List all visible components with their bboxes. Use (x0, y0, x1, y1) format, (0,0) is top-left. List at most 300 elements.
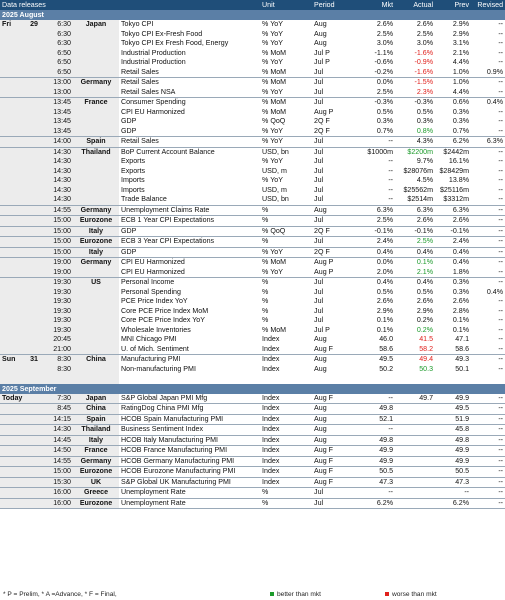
row-country: France (73, 98, 119, 108)
table-row[interactable] (0, 258, 505, 268)
table-header-row (0, 0, 505, 10)
row-period: 2Q F (314, 117, 330, 125)
row-country (73, 186, 119, 196)
row-prev: $28429m (439, 166, 470, 175)
row-mkt: 49.5 (379, 355, 394, 363)
row-country: UK (73, 477, 119, 488)
row-time: 14:55 (40, 456, 73, 467)
row-time: 19:00 (40, 258, 73, 268)
row-prev: 6.2% (435, 498, 471, 509)
row-mkt: 58.6 (352, 345, 395, 355)
row-revised: -- (498, 297, 504, 305)
row-indicator: Trade Balance (119, 195, 260, 205)
row-indicator: HCOB Germany Manufacturing PMI (119, 456, 260, 467)
row-day (0, 278, 26, 288)
row-revised: -- (498, 316, 504, 324)
col-prev-header[interactable]: Prev (435, 0, 471, 10)
row-mkt: 49.9 (352, 456, 395, 467)
table-row[interactable] (0, 117, 505, 127)
row-prev: 1.0% (452, 78, 470, 86)
row-prev: 0.3% (452, 107, 470, 116)
row-prev: 47.3 (435, 477, 471, 488)
section-header-row (0, 384, 505, 394)
row-period: Jul (314, 176, 324, 184)
row-time: 8:45 (40, 404, 73, 415)
row-day (0, 456, 26, 467)
row-revised: -- (471, 488, 505, 499)
row-indicator: Retail Sales (119, 68, 260, 78)
green-square-icon (270, 592, 274, 596)
row-indicator: HCOB Spain Manufacturing PMI (119, 414, 260, 425)
row-indicator: HCOB Italy Manufacturing PMI (119, 435, 260, 446)
row-date (26, 147, 40, 157)
row-country (73, 68, 119, 78)
table-row[interactable] (0, 335, 505, 345)
row-time: 14:30 (40, 157, 73, 167)
table-row[interactable] (0, 49, 505, 59)
table-row[interactable] (0, 226, 505, 237)
row-mkt: -- (352, 425, 395, 436)
table-row[interactable] (0, 237, 505, 248)
row-revised: -- (471, 226, 505, 237)
row-country: Germany (73, 205, 119, 216)
row-day (0, 216, 26, 227)
row-prev: 13.8% (448, 176, 470, 184)
table-row[interactable] (0, 78, 505, 88)
row-indicator: Retail Sales (121, 78, 159, 86)
table-row[interactable] (0, 98, 505, 108)
table-row[interactable] (0, 404, 505, 415)
row-date (26, 78, 40, 88)
row-time: 19:30 (40, 297, 73, 307)
row-country: Italy (73, 226, 119, 237)
row-mkt: $1000m (367, 147, 394, 156)
row-revised: -- (471, 425, 505, 436)
row-period: Aug (314, 39, 327, 47)
row-time: 13:45 (40, 117, 73, 127)
row-period: Jul (314, 287, 324, 296)
row-period: Jul (314, 78, 324, 86)
table-row[interactable] (0, 268, 505, 278)
row-mkt: -- (352, 195, 395, 205)
row-country: Thailand (73, 425, 119, 436)
table-row[interactable] (0, 176, 505, 186)
row-indicator: CPI EU Harmonized (121, 107, 185, 116)
row-indicator: Tokyo CPI (121, 20, 154, 28)
row-actual: 0.8% (395, 127, 435, 137)
row-actual: 6.3% (395, 205, 435, 216)
row-revised: -- (498, 335, 504, 343)
row-unit: % YoY (262, 157, 283, 165)
row-time: 14:55 (40, 205, 73, 216)
row-country (73, 288, 119, 298)
row-unit: Index (260, 414, 312, 425)
row-indicator: S&P Global UK Manufacturing PMI (119, 477, 260, 488)
row-revised: 6.3% (471, 137, 505, 148)
table-row[interactable] (0, 425, 505, 436)
row-country: Italy (73, 247, 119, 258)
row-time: 19:30 (40, 278, 73, 288)
row-time: 15:30 (40, 477, 73, 488)
row-time: 15:00 (40, 216, 73, 227)
table-row[interactable] (0, 435, 505, 446)
row-actual: 4.5% (416, 176, 434, 184)
row-prev: -0.1% (435, 226, 471, 237)
row-indicator: U. of Mich. Sentiment (119, 345, 260, 355)
row-indicator: CPI EU Harmonized (119, 268, 260, 278)
table-row[interactable] (0, 326, 505, 336)
row-unit: % MoM (262, 107, 287, 116)
row-indicator: Personal Spending (121, 287, 181, 296)
row-country: Eurozone (73, 467, 119, 478)
row-period: 2Q F (312, 127, 352, 137)
row-date (26, 226, 40, 237)
row-unit: % YoY (262, 176, 283, 184)
row-country (73, 49, 119, 59)
row-day (0, 258, 26, 268)
row-mkt: 0.4% (376, 278, 394, 286)
table-row[interactable] (0, 137, 505, 148)
table-row[interactable] (0, 195, 505, 205)
row-time: 13:45 (40, 127, 73, 137)
table-row[interactable] (0, 216, 505, 227)
row-indicator: Core PCE Price Index YoY (121, 316, 205, 324)
table-row[interactable] (0, 68, 505, 78)
row-unit: % (262, 297, 269, 305)
row-unit (260, 374, 312, 384)
row-period: Jul (312, 237, 352, 248)
table-row[interactable] (0, 186, 505, 196)
row-period: Aug F (312, 467, 352, 478)
row-date (26, 425, 40, 436)
row-mkt: 0.5% (376, 287, 394, 296)
row-mkt: -- (352, 394, 395, 404)
row-time (40, 374, 73, 384)
row-mkt: 46.0 (379, 335, 394, 343)
row-mkt: 6.2% (352, 498, 395, 509)
row-indicator: Unemployment Rate (119, 498, 260, 509)
row-prev: 2.9% (452, 29, 470, 38)
table-row[interactable] (0, 147, 505, 157)
row-period: Aug F (312, 394, 352, 404)
row-actual: 41.5 (419, 335, 434, 343)
row-actual: 49.4 (419, 355, 434, 363)
row-period: Jul (312, 488, 352, 499)
row-indicator: CPI EU Harmonized (121, 258, 185, 266)
row-prev: 51.9 (435, 414, 471, 425)
row-actual: 0.4% (416, 278, 434, 286)
section-header-row (0, 10, 505, 20)
row-revised: -- (471, 205, 505, 216)
row-revised: -- (498, 185, 504, 194)
row-day (0, 425, 26, 436)
row-actual: 50.3 (419, 364, 434, 373)
row-period: Aug (314, 20, 327, 28)
row-period: Jul P (314, 325, 330, 334)
row-prev: 6.3% (435, 205, 471, 216)
row-time: 6:30 (40, 30, 73, 40)
row-revised: -- (471, 268, 505, 278)
row-period: Jul (312, 68, 352, 78)
col-revised-header[interactable]: Revised (471, 0, 505, 10)
row-indicator: GDP (119, 127, 260, 137)
row-mkt: 0.1% (376, 316, 394, 324)
table-row[interactable] (0, 477, 505, 488)
row-revised: -- (498, 306, 504, 315)
row-revised: -- (498, 166, 504, 175)
row-prev: 45.8 (435, 425, 471, 436)
row-unit: % (262, 316, 269, 324)
table-row[interactable] (0, 307, 505, 317)
row-period: Aug (312, 435, 352, 446)
row-day (0, 307, 26, 317)
row-actual: 0.2% (416, 316, 434, 324)
row-mkt: 2.4% (352, 237, 395, 248)
row-actual: 2.6% (416, 20, 434, 28)
row-unit: Index (260, 477, 312, 488)
row-revised: -- (498, 147, 504, 156)
row-prev: 2.1% (452, 48, 470, 57)
row-time: 6:50 (40, 49, 73, 59)
row-revised: -- (471, 216, 505, 227)
col-actual-header[interactable]: Actual (395, 0, 435, 10)
row-time: 14:45 (40, 435, 73, 446)
row-period: Jul (314, 306, 324, 315)
row-country (73, 297, 119, 307)
row-mkt: -- (388, 157, 394, 165)
row-date (26, 108, 40, 118)
row-time: 7:30 (40, 394, 73, 404)
row-time: 8:30 (40, 365, 73, 375)
row-time: 13:45 (40, 98, 73, 108)
row-mkt: 2.0% (352, 268, 395, 278)
row-unit: Index (260, 456, 312, 467)
row-revised: -- (498, 325, 504, 334)
row-time: 14:30 (40, 147, 73, 157)
row-time: 13:00 (40, 88, 73, 98)
row-date (26, 30, 40, 40)
table-row[interactable] (0, 288, 505, 298)
row-unit: Index (262, 355, 280, 363)
row-date (26, 117, 40, 127)
table-row[interactable] (0, 374, 505, 384)
row-period (312, 374, 352, 384)
table-row[interactable] (0, 498, 505, 509)
row-actual: 2.9% (416, 306, 434, 315)
table-row[interactable] (0, 345, 505, 355)
row-day (0, 374, 26, 384)
row-time: 19:30 (40, 316, 73, 326)
row-mkt: 2.9% (376, 306, 394, 315)
row-mkt: 2.5% (352, 216, 395, 227)
row-mkt: 0.5% (376, 107, 394, 116)
table-row[interactable] (0, 488, 505, 499)
row-actual: -0.9% (414, 58, 434, 66)
row-mkt: -1.1% (374, 48, 394, 57)
footer-legend (0, 590, 505, 600)
row-prev: 4.4% (435, 88, 471, 98)
table-title: Data releases (0, 0, 260, 10)
row-prev: 0.1% (452, 325, 470, 334)
row-actual (395, 404, 435, 415)
row-unit: Index (260, 435, 312, 446)
row-revised: -- (471, 394, 505, 404)
row-day (0, 108, 26, 118)
row-indicator: MNI Chicago PMI (121, 335, 177, 343)
table-row[interactable] (0, 157, 505, 167)
row-mkt: 0.1% (376, 325, 394, 334)
row-day (0, 345, 26, 355)
row-unit: Index (262, 364, 280, 373)
col-mkt-header[interactable]: Mkt (352, 0, 395, 10)
row-prev: 49.9 (435, 456, 471, 467)
table-row[interactable] (0, 88, 505, 98)
row-unit: % YoY (262, 39, 283, 47)
row-prev: $25116m (439, 185, 470, 194)
row-revised: -- (498, 58, 504, 66)
row-day (0, 167, 26, 177)
row-mkt: 2.5% (376, 29, 394, 38)
table-row[interactable] (0, 446, 505, 457)
table-row[interactable] (0, 247, 505, 258)
table-row[interactable] (0, 365, 505, 375)
row-period: Aug P (314, 258, 334, 266)
row-indicator: Wholesale Inventories (121, 325, 191, 334)
row-unit: USD, m (262, 185, 287, 194)
row-day (0, 98, 26, 108)
row-country: Germany (73, 258, 119, 268)
row-mkt (352, 374, 395, 384)
row-unit: % YoY (262, 58, 283, 66)
row-country (73, 365, 119, 375)
row-actual: $28076m (403, 166, 434, 175)
row-prev: 49.3 (455, 355, 470, 363)
row-day (0, 237, 26, 248)
row-mkt: 49.8 (352, 404, 395, 415)
row-day (0, 68, 26, 78)
row-unit: Index (262, 335, 280, 343)
row-country: China (73, 404, 119, 415)
table-row[interactable] (0, 456, 505, 467)
row-actual: 2.6% (416, 297, 434, 305)
row-mkt: 50.2 (379, 364, 394, 373)
row-indicator: Industrial Production (121, 58, 186, 66)
row-mkt: -- (352, 488, 395, 499)
row-country (73, 88, 119, 98)
row-unit: % (260, 488, 312, 499)
row-indicator: Manufacturing PMI (121, 355, 181, 363)
row-indicator: GDP (119, 226, 260, 237)
row-time: 13:00 (40, 78, 73, 88)
row-mkt: 0.0% (376, 258, 394, 266)
row-period: Aug (314, 29, 327, 38)
row-date (26, 278, 40, 288)
row-country: Japan (73, 394, 119, 404)
row-indicator: Non-manufacturing PMI (121, 364, 196, 373)
row-mkt: 50.5 (352, 467, 395, 478)
row-indicator: HCOB France Manufacturing PMI (119, 446, 260, 457)
row-country (73, 374, 119, 384)
row-date (26, 268, 40, 278)
table-row[interactable] (0, 58, 505, 68)
row-date (26, 176, 40, 186)
row-day (0, 30, 26, 40)
row-unit: Index (260, 345, 312, 355)
row-revised: -- (471, 435, 505, 446)
row-time: 14:30 (40, 176, 73, 186)
row-date (26, 477, 40, 488)
row-time: 16:00 (40, 488, 73, 499)
row-date (26, 307, 40, 317)
table-row[interactable] (0, 39, 505, 49)
row-actual: $2200m (407, 147, 434, 156)
col-unit-header[interactable]: Unit (260, 0, 312, 10)
row-date (26, 157, 40, 167)
row-date (26, 58, 40, 68)
row-country (73, 108, 119, 118)
row-unit: Index (260, 446, 312, 457)
row-time: 14:30 (40, 186, 73, 196)
row-period: Aug P (312, 268, 352, 278)
row-indicator: Exports (121, 166, 146, 175)
row-actual: 58.2 (395, 345, 435, 355)
row-period: Jul (314, 157, 324, 165)
table-row[interactable] (0, 205, 505, 216)
row-actual: 0.2% (416, 325, 434, 334)
row-day (0, 335, 26, 345)
table-row[interactable] (0, 108, 505, 118)
row-country (73, 195, 119, 205)
row-date (26, 195, 40, 205)
row-revised: -- (471, 446, 505, 457)
row-indicator: PCE Price Index YoY (121, 297, 188, 305)
row-revised: -- (471, 127, 505, 137)
table-row[interactable] (0, 414, 505, 425)
row-time: 16:00 (40, 498, 73, 509)
table-row[interactable] (0, 316, 505, 326)
row-unit: Index (260, 404, 312, 415)
row-indicator: Imports (121, 176, 145, 184)
row-country: US (73, 278, 119, 288)
table-row[interactable] (0, 394, 505, 404)
row-day (0, 435, 26, 446)
row-prev: 0.4% (452, 258, 470, 266)
row-mkt: -- (388, 176, 394, 184)
row-period: Aug (312, 425, 352, 436)
row-period: Jul (314, 185, 324, 194)
row-unit: USD, bn (262, 147, 289, 156)
row-revised: -- (471, 498, 505, 509)
row-date (26, 297, 40, 307)
table-row[interactable] (0, 30, 505, 40)
row-mkt: -0.1% (352, 226, 395, 237)
row-actual: $25562m (403, 185, 434, 194)
table-row[interactable] (0, 20, 505, 30)
row-revised: 0.4% (486, 287, 504, 296)
row-indicator: Exports (121, 157, 146, 165)
row-actual: 4.3% (395, 137, 435, 148)
table-row[interactable] (0, 167, 505, 177)
table-row[interactable] (0, 278, 505, 288)
table-row[interactable] (0, 297, 505, 307)
table-row[interactable] (0, 127, 505, 137)
row-country (73, 127, 119, 137)
table-row[interactable] (0, 355, 505, 365)
table-row[interactable] (0, 467, 505, 478)
col-period-header[interactable]: Period (312, 0, 352, 10)
row-date (26, 467, 40, 478)
row-mkt: 6.3% (352, 205, 395, 216)
